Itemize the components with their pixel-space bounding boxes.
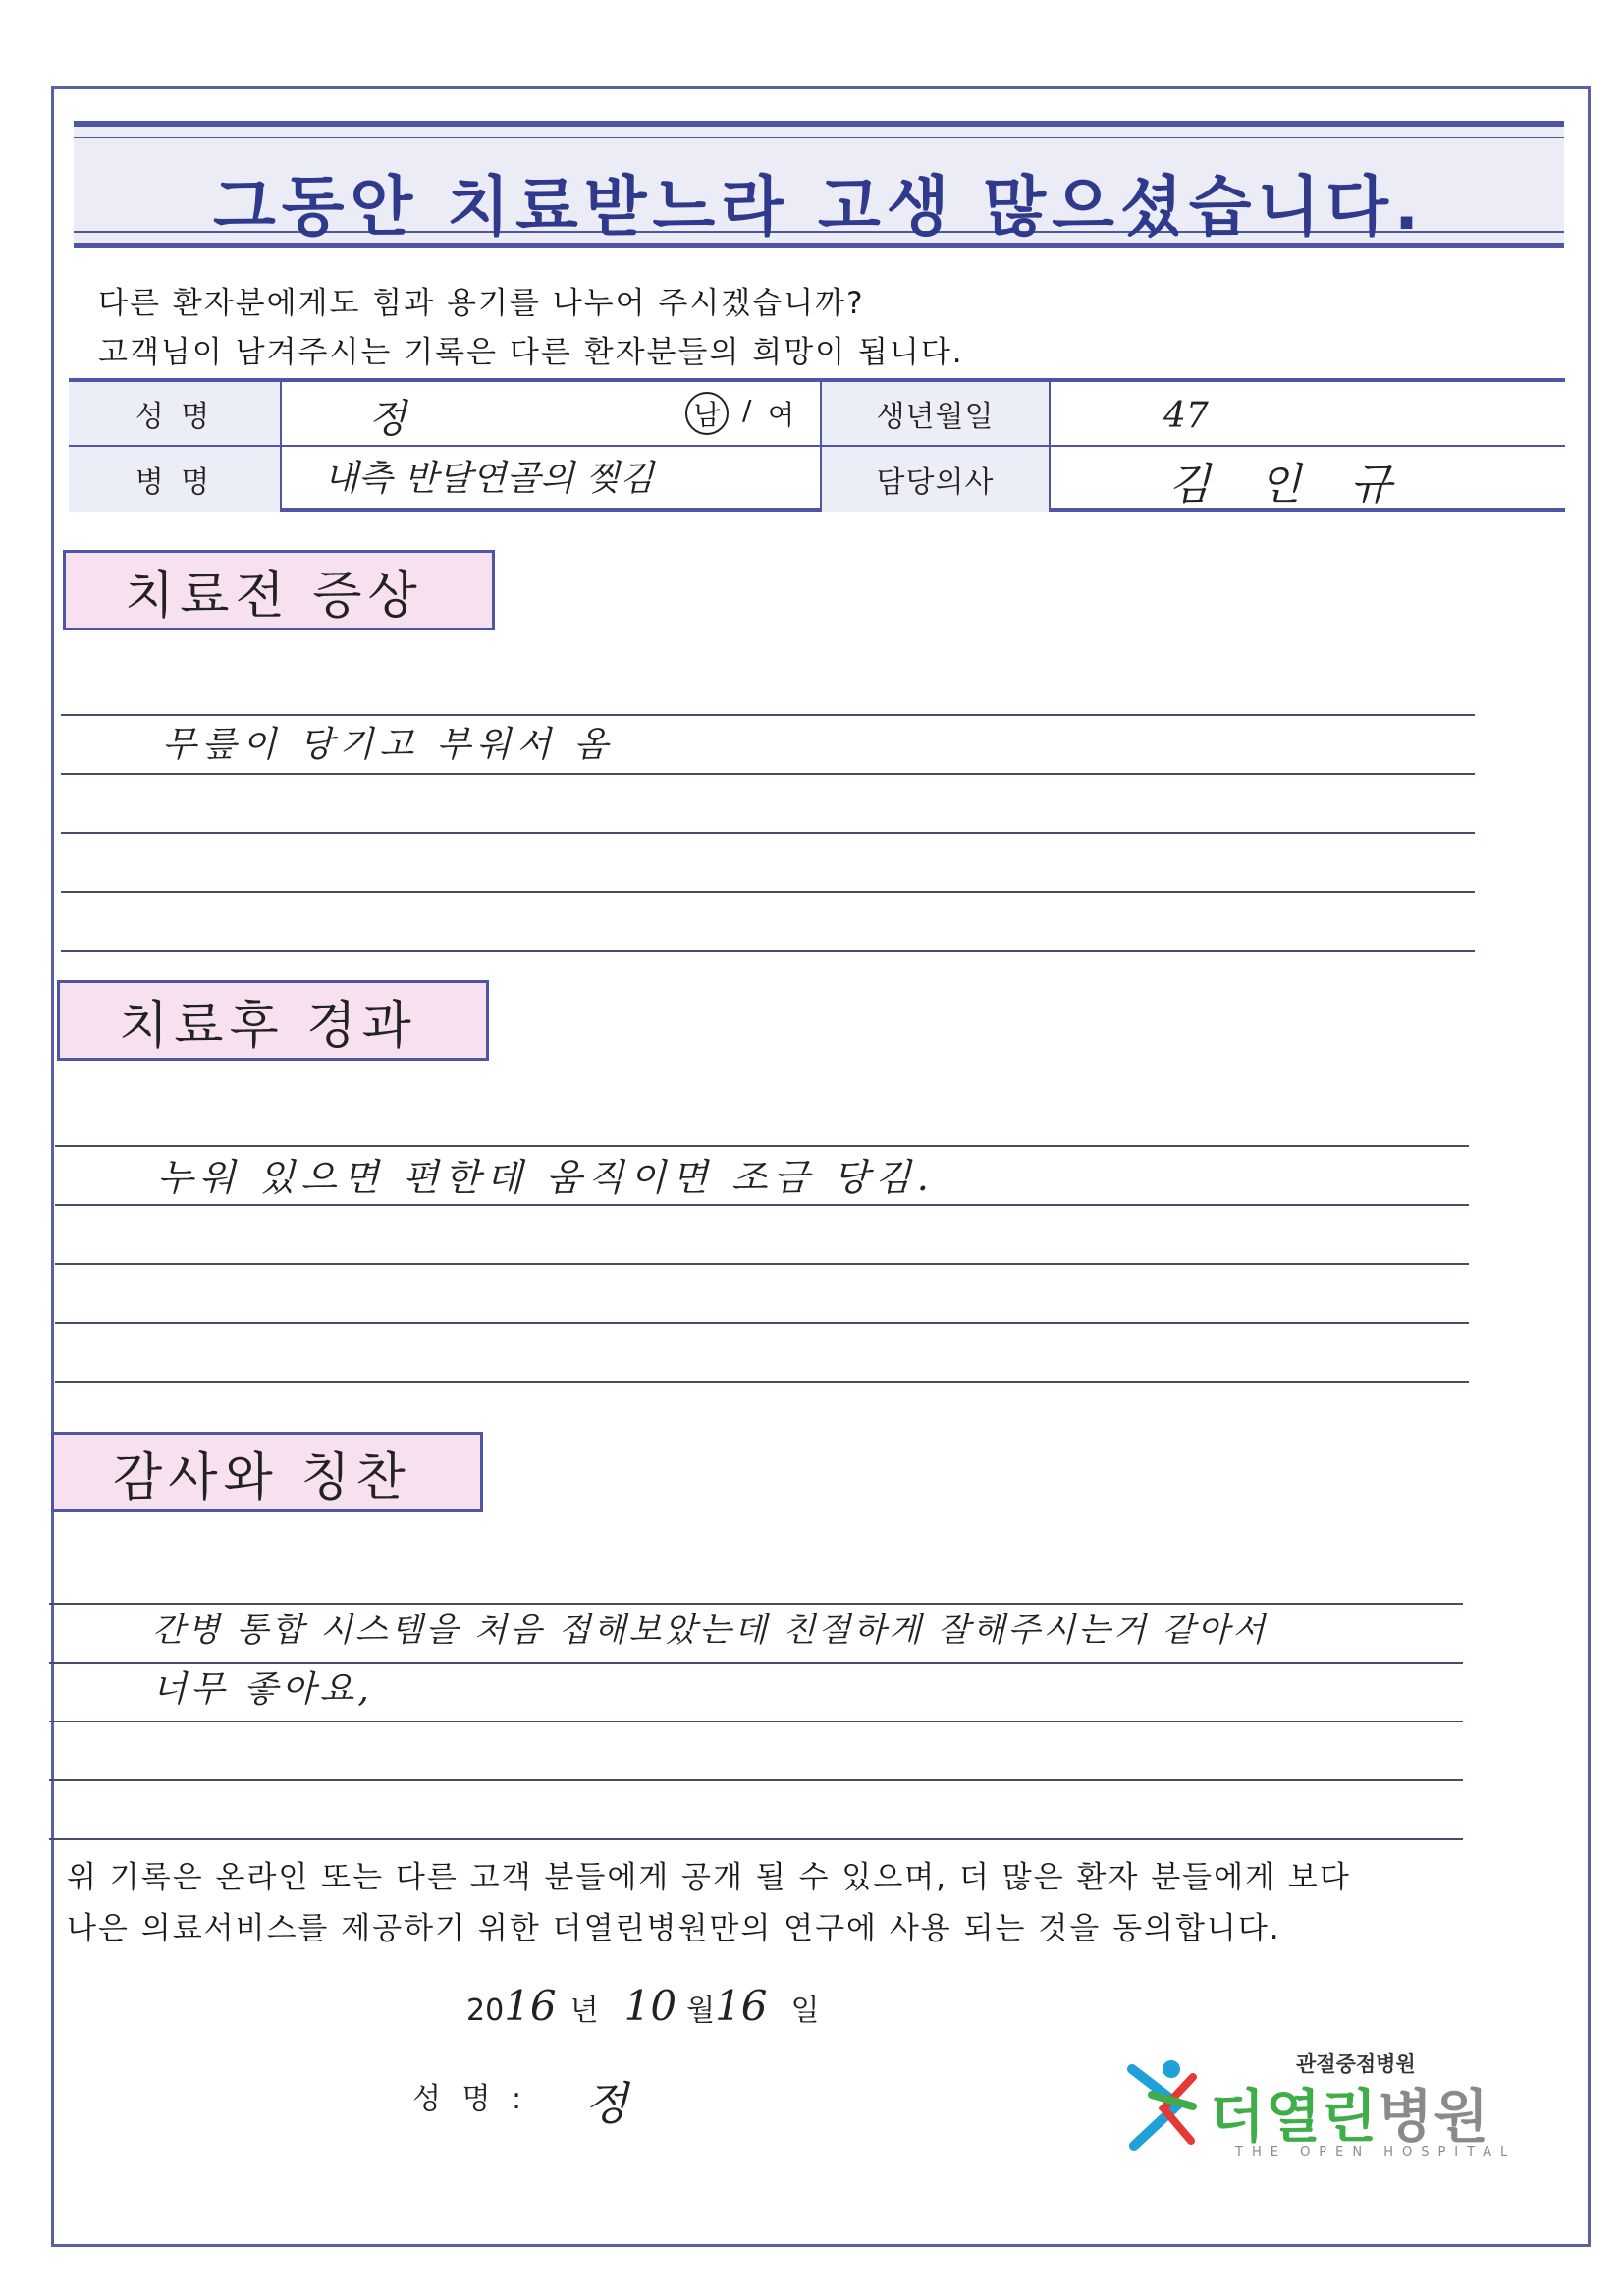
doctor-label: 담당의사: [822, 447, 1049, 512]
consent-line-2: 나은 의료서비스를 제공하기 위한 더열린병원만의 연구에 사용 되는 것을 동의합니다.: [67, 1911, 1281, 1946]
logo-name-green: 더열린: [1210, 2083, 1379, 2150]
writing-line: [49, 1779, 1463, 1781]
writing-line: [49, 1721, 1463, 1722]
birth-label: 생년월일: [822, 382, 1049, 445]
date-prefix: 20: [466, 1994, 505, 2028]
info-table-col-divider: [280, 382, 282, 508]
logo-name: [1210, 2070, 1489, 2153]
title-inner-line-top: [74, 137, 1564, 138]
section-heading-thanks: 감사와 칭찬: [51, 1432, 483, 1512]
date-month-unit: 월: [686, 1994, 716, 2028]
logo-name-gray: 병원: [1378, 2083, 1490, 2150]
name-value: 정: [368, 397, 406, 442]
section-heading-before: 치료전 증상: [63, 550, 495, 630]
thanks-text-1: 간병 통합 시스템을 처음 접해보았는데 친절하게 잘해주시는거 같아서: [152, 1611, 1269, 1650]
date-month: 10: [623, 1982, 677, 2030]
name-label: 성 명: [69, 382, 280, 445]
intro-line-2: 고객님이 남겨주시는 기록은 다른 환자분들의 희망이 됩니다.: [98, 335, 964, 370]
info-table-row-divider: [69, 445, 1565, 447]
logo-english: THE OPEN HOSPITAL: [1235, 2145, 1517, 2159]
logo-subtitle: 관절중점병원: [1296, 2052, 1416, 2076]
date-year-unit: 년: [569, 1994, 599, 2028]
writing-line: [55, 1204, 1469, 1206]
thanks-text-2: 너무 좋아요,: [152, 1669, 373, 1710]
signature-label: 성 명 :: [412, 2082, 528, 2116]
gender-separator: /: [742, 394, 752, 426]
writing-line: [61, 950, 1475, 952]
disease-label: 병 명: [69, 447, 280, 512]
intro-line-1: 다른 환자분에게도 힘과 용기를 나누어 주시겠습니까?: [98, 286, 865, 321]
writing-line: [61, 832, 1475, 834]
consent-line-1: 위 기록은 온라인 또는 다른 고객 분들에게 공개 될 수 있으며, 더 많은 환자 분들에게 보다: [67, 1860, 1351, 1895]
date-day: 16: [715, 1982, 768, 2030]
page-title: 그동안 치료받느라 고생 많으셨습니다.: [212, 169, 1426, 245]
before-text: 무릎이 당기고 부워서 옴: [162, 725, 615, 765]
writing-line: [55, 1263, 1469, 1265]
date-day-unit: 일: [790, 1994, 820, 2028]
after-text: 누워 있으면 편한데 움직이면 조금 당김.: [157, 1156, 935, 1199]
writing-line: [55, 1322, 1469, 1324]
title-band: [74, 121, 1564, 248]
signature-value: 정: [584, 2077, 628, 2130]
section-heading-after: 치료후 경과: [57, 980, 489, 1061]
disease-value: 내측 반달연골의 찢김: [324, 459, 654, 499]
birth-value: 47: [1163, 396, 1209, 436]
writing-line: [61, 714, 1475, 716]
writing-line: [61, 891, 1475, 893]
gender-female: 여: [768, 399, 795, 431]
writing-line: [49, 1838, 1463, 1840]
writing-line: [61, 773, 1475, 775]
gender-male-circled: [685, 392, 729, 435]
gender-male: 남: [693, 399, 721, 431]
info-table: [69, 378, 1565, 512]
doctor-value: 김 인 규: [1168, 460, 1410, 510]
info-table-col-divider: [1049, 382, 1051, 508]
writing-line: [55, 1381, 1469, 1383]
date-row: [466, 1982, 820, 2030]
date-year-suffix: 16: [504, 1982, 557, 2030]
